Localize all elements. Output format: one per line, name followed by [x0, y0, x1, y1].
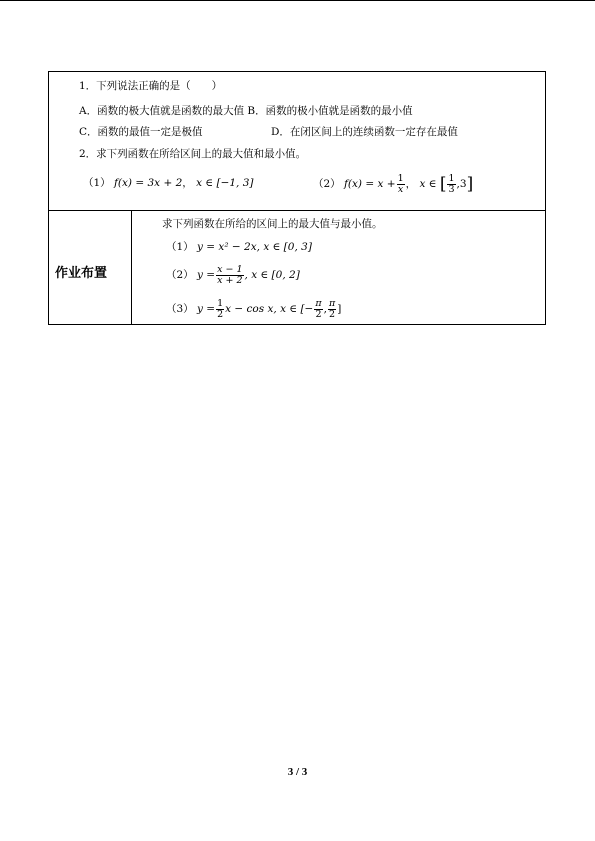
q2-part1-domain: x ∈ [−1, 3] [196, 177, 254, 189]
homework-item-3-comma: , [323, 303, 327, 315]
homework-item-3-number: （3） [166, 303, 194, 315]
q2-part1-number: （1） [83, 177, 111, 189]
q2-part2-separator: ， [405, 178, 417, 190]
q2-part2-right-bracket: ] [466, 174, 474, 194]
homework-item-3-fraction-denominator: 2 [217, 308, 224, 320]
homework-item-3-prefix: y = [197, 303, 216, 315]
q2-part2-domain-upper: ,3 [456, 178, 467, 190]
homework-item-1-number: （1） [166, 241, 194, 253]
homework-item-2 [166, 263, 300, 287]
question-1-options-ab: A．函数的极大值就是函数的最大值 B．函数的极小值就是函数的最小值 [79, 105, 413, 117]
homework-item-3 [166, 297, 341, 321]
q2-part2-domain-fraction-numerator: 1 [448, 172, 455, 184]
question-1-option-c: C．函数的最值一定是极值 [79, 126, 203, 138]
page-number: 3 / 3 [287, 766, 308, 778]
q2-part2-fraction-denominator: x [397, 183, 404, 195]
homework-item-3-middle: x − cos x, x ∈ [− [225, 303, 314, 315]
q2-part2-fraction-numerator: 1 [397, 172, 404, 184]
column-divider [131, 210, 132, 324]
q2-part2-fraction [397, 174, 405, 195]
homework-item-2-fraction [216, 265, 243, 286]
q2-part2-left-bracket: [ [439, 174, 447, 194]
homework-item-3-upper-denominator: 2 [329, 308, 336, 320]
q2-part1-separator: ， [182, 177, 193, 189]
homework-label: 作业布置 [55, 266, 108, 281]
homework-item-3-upper-numerator: π [328, 297, 336, 309]
q2-part2 [313, 172, 473, 196]
homework-item-3-lower-denominator: 2 [315, 308, 322, 320]
homework-item-2-domain: , x ∈ [0, 2] [244, 269, 300, 281]
homework-item-3-fraction [216, 299, 224, 320]
content-table [48, 71, 546, 325]
homework-item-3-lower-bound [314, 299, 322, 320]
question-1-option-d: D．在闭区间上的连续函数一定存在最值 [271, 126, 458, 138]
question-2-stem: 2．求下列函数在所给区间上的最大值和最小值。 [79, 148, 307, 160]
homework-item-1-expression: y = x² − 2x, x ∈ [0, 3] [197, 241, 312, 253]
homework-item-3-upper-bound [328, 299, 336, 320]
top-rule [0, 0, 595, 1]
homework-item-3-fraction-numerator: 1 [217, 297, 224, 309]
homework-item-1 [166, 241, 312, 253]
homework-item-3-close: ] [337, 303, 342, 315]
q2-part2-number: （2） [313, 178, 341, 190]
homework-item-2-number: （2） [166, 269, 194, 281]
q2-part2-domain-prefix: x ∈ [419, 178, 437, 190]
q2-part1 [83, 177, 254, 189]
q2-part2-domain-fraction-denominator: 3 [448, 183, 455, 195]
q2-part1-function: f(x) = 3x + 2 [114, 177, 183, 189]
q2-part2-domain-fraction [447, 174, 455, 195]
question-1-stem: 1．下列说法正确的是（ ） [79, 80, 223, 92]
homework-item-2-prefix: y = [197, 269, 216, 281]
q2-part2-function: f(x) = x + [344, 178, 396, 190]
homework-item-2-fraction-numerator: x − 1 [217, 263, 243, 275]
row-divider [49, 210, 545, 211]
homework-item-3-lower-numerator: π [315, 297, 322, 309]
homework-intro: 求下列函数在所给的区间上的最大值与最小值。 [162, 218, 383, 230]
homework-item-2-fraction-denominator: x + 2 [217, 274, 243, 286]
